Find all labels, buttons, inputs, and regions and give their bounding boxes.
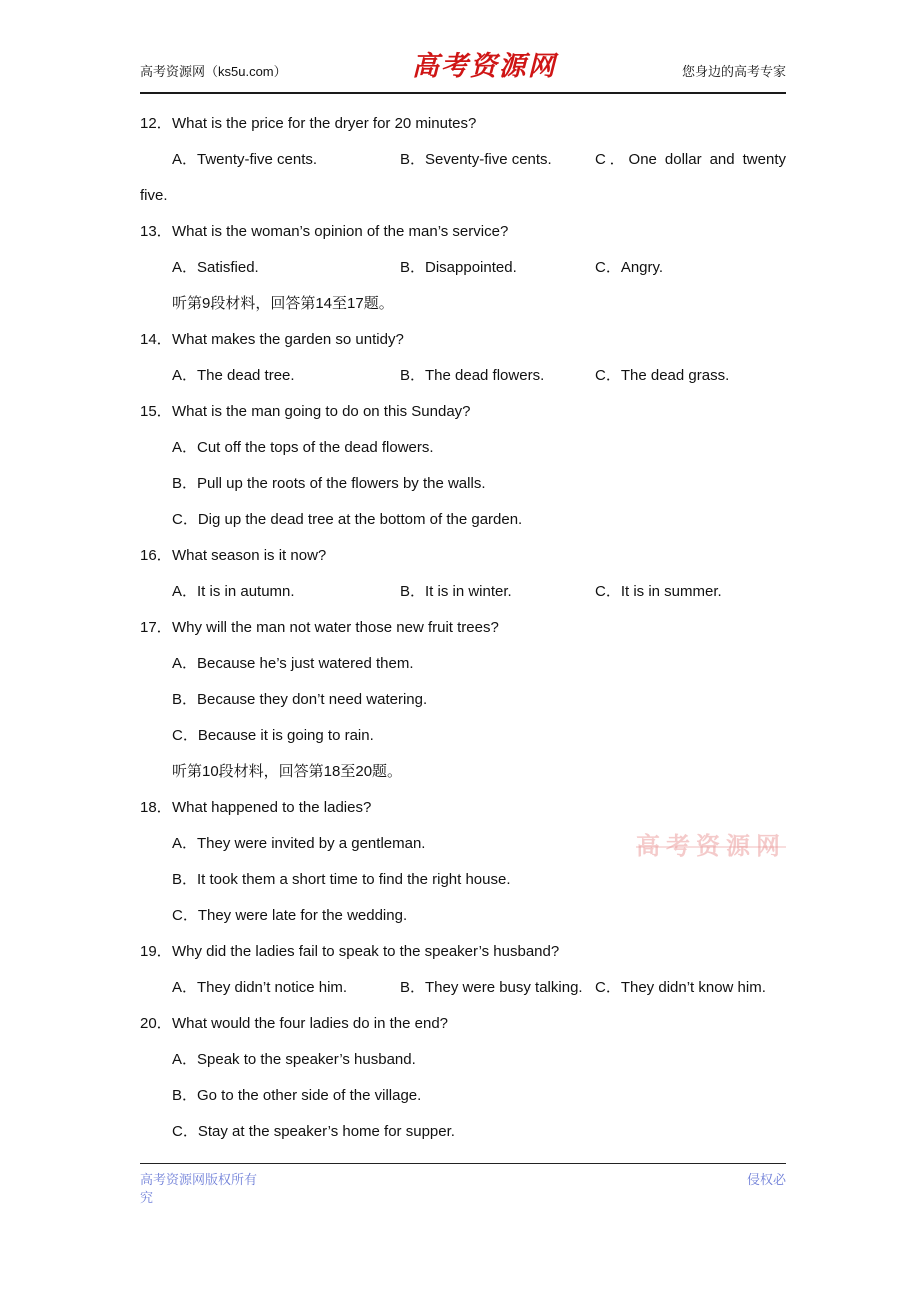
page-footer [140,1163,786,1207]
question-text: What is the price for the dryer for 20 minutes? [172,115,477,132]
header-tagline: 您身边的高考专家 [681,64,786,79]
option-b: B．Disappointed. [400,259,517,276]
option-line: C．They were late for the wedding. [172,907,408,924]
question-line [140,394,786,430]
option-line: B．Go to the other side of the village. [172,1087,422,1104]
question-text: Why did the ladies fail to speak to the speaker’s husband? [172,943,560,960]
question-number: 16． [140,547,172,564]
options-row [172,970,786,1006]
option-line: A．Speak to the speaker’s husband. [172,1051,416,1068]
option-c: C．They didn’t know him. [595,979,766,996]
option-line: C．Dig up the dead tree at the bottom of the garden. [172,511,523,528]
question-number: 17． [140,619,172,636]
question-line [140,1006,786,1042]
section-note: 听第10段材料，回答第18至20题。 [172,763,403,780]
question-line [140,934,786,970]
question-number: 19． [140,943,172,960]
question-line [140,106,786,142]
option-line: B．Pull up the roots of the flowers by the walls. [172,475,486,492]
option-a: A．Satisfied. [172,259,259,276]
question-text: What would the four ladies do in the end? [172,1015,449,1032]
footer-row [140,1164,786,1189]
option-line: A．Because he’s just watered them. [172,655,414,672]
option-a: A．They didn’t notice him. [172,979,348,996]
question-line [140,322,786,358]
option-line: A．Cut off the tops of the dead flowers. [172,439,434,456]
option-b: B．The dead flowers. [400,367,545,384]
question-text: What happened to the ladies? [172,799,372,816]
site-logo: 高考资源网 [411,51,557,81]
question-line [140,790,786,826]
question-text: What season is it now? [172,547,327,564]
option-b: B．They were busy talking. [400,979,583,996]
question-text: What is the woman’s opinion of the man’s service? [172,223,509,240]
footer-wrapped-text: 究 [140,1190,154,1205]
option-c: C．Angry. [595,259,664,276]
options-row [172,358,786,394]
document-body [140,106,786,1150]
option-a: A．The dead tree. [172,367,295,384]
watermark: 高考资源网 [636,834,786,860]
option-line: B．Because they don’t need watering. [172,691,428,708]
options-row [172,250,786,286]
question-line [140,214,786,250]
question-text: What makes the garden so untidy? [172,331,404,348]
question-number: 18． [140,799,172,816]
question-line [140,538,786,574]
option-c: C．One dollar and twenty [595,151,786,168]
option-c: C．It is in summer. [595,583,722,600]
question-text: Why will the man not water those new fruit trees? [172,619,499,636]
option-b: B．It is in winter. [400,583,512,600]
question-number: 15． [140,403,172,420]
question-number: 12． [140,115,172,132]
options-row [172,574,786,610]
question-line [140,610,786,646]
question-text: What is the man going to do on this Sunday? [172,403,471,420]
footer-copyright-text: 高考资源网版权所有 [140,1172,258,1187]
option-line: C．Because it is going to rain. [172,727,374,744]
option-a: A．It is in autumn. [172,583,295,600]
question-number: 14． [140,331,172,348]
option-line: C．Stay at the speaker’s home for supper. [172,1123,455,1140]
wrapped-text: five. [140,187,168,204]
option-b: B．Seventy-five cents. [400,151,552,168]
footer-right-text: 侵权必 [746,1172,786,1187]
option-line: A．They were invited by a gentleman. [172,835,426,852]
option-c: C．The dead grass. [595,367,730,384]
option-line: B．It took them a short time to find the right house. [172,871,511,888]
options-row [172,142,786,178]
section-note: 听第9段材料，回答第14至17题。 [172,295,394,312]
header-site-text: 高考资源网（ks5u.com） [140,64,287,79]
question-number: 13． [140,223,172,240]
question-number: 20． [140,1015,172,1032]
document-page [140,0,786,1150]
page-header [140,0,786,94]
option-a: A．Twenty-five cents. [172,151,318,168]
